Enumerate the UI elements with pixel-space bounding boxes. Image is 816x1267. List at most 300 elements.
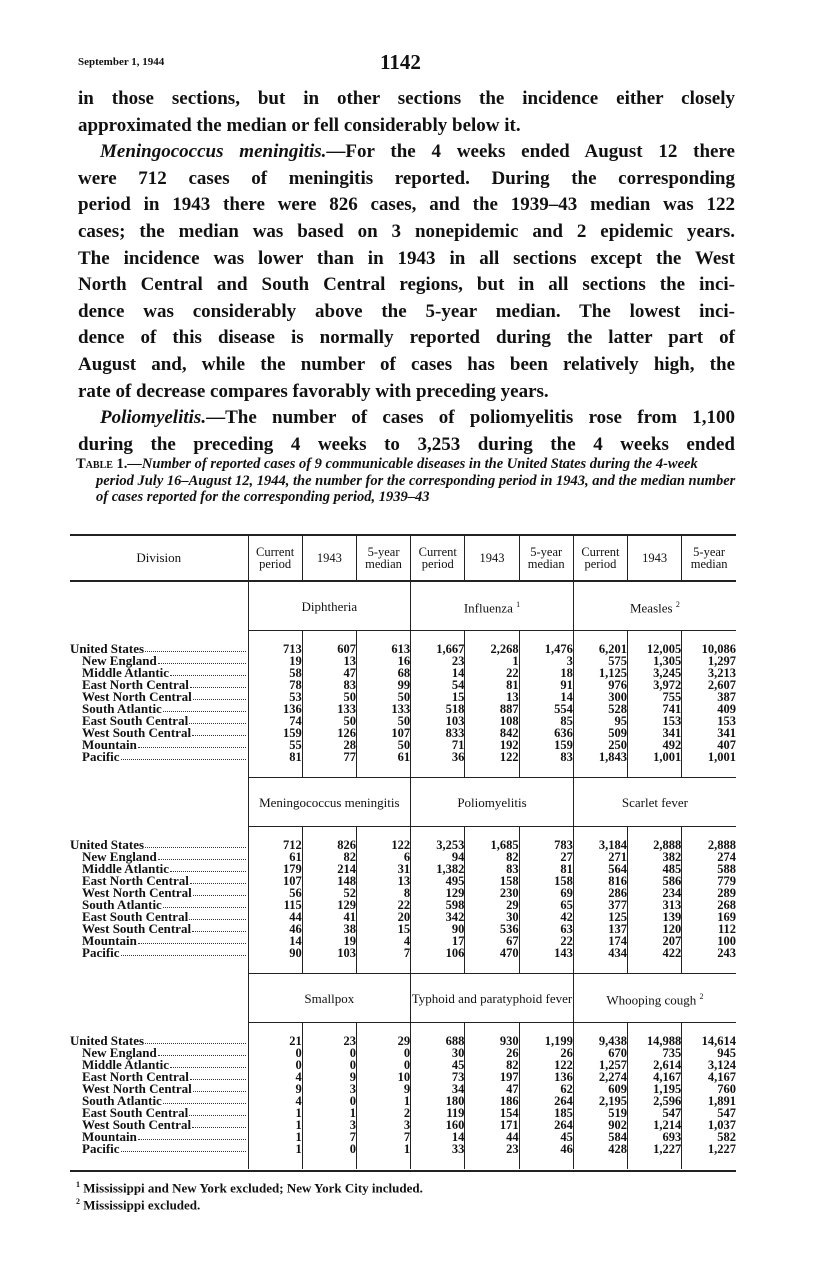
value-cell: 7: [356, 947, 410, 959]
text-line: [78, 219, 735, 246]
value-cell: 741: [628, 703, 682, 715]
value-cell: 115: [248, 899, 302, 911]
disease-label: Influenza: [463, 600, 513, 616]
value-cell: 6,201: [573, 643, 627, 655]
value-cell: 14: [411, 667, 465, 679]
blank-cell: [70, 581, 248, 631]
value-cell: 3: [302, 1119, 356, 1131]
table-caption: [76, 456, 736, 506]
value-cell: 103: [411, 715, 465, 727]
dot-leader: [193, 887, 246, 896]
text-line: [78, 166, 735, 193]
spacer-row: [70, 959, 736, 974]
dot-leader: [189, 715, 245, 724]
dot-leader: [189, 1107, 245, 1116]
value-cell: 46: [519, 1143, 573, 1155]
value-cell: 27: [519, 851, 573, 863]
division-name: West South Central: [82, 1117, 192, 1132]
value-cell: 755: [628, 691, 682, 703]
value-cell: 588: [682, 863, 736, 875]
division-name: South Atlantic: [82, 701, 162, 716]
blank-cell: [573, 763, 627, 778]
disease-name: [411, 778, 574, 827]
division-name: East South Central: [82, 1105, 189, 1120]
value-cell: 10: [356, 1071, 410, 1083]
value-cell: 186: [465, 1095, 519, 1107]
value-cell: 14,988: [628, 1035, 682, 1047]
dot-leader: [121, 751, 246, 760]
blank-cell: [465, 1155, 519, 1169]
value-cell: 1,214: [628, 1119, 682, 1131]
disease-label: Smallpox: [304, 990, 355, 1006]
text-line: [78, 139, 735, 166]
value-cell: 133: [356, 703, 410, 715]
dot-leader: [158, 851, 246, 860]
text-line: [78, 352, 735, 379]
table-row: [70, 839, 736, 851]
value-cell: 26: [465, 1047, 519, 1059]
value-cell: 99: [356, 679, 410, 691]
blank-cell: [519, 959, 573, 974]
blank-cell: [302, 1155, 356, 1169]
value-cell: 387: [682, 691, 736, 703]
value-cell: 1: [465, 655, 519, 667]
text-line: [78, 113, 735, 140]
footnote: [76, 1178, 423, 1195]
division-name: United States: [70, 1033, 145, 1048]
blank-cell: [628, 959, 682, 974]
value-cell: 0: [248, 1059, 302, 1071]
value-cell: 1: [356, 1095, 410, 1107]
value-cell: 688: [411, 1035, 465, 1047]
value-cell: 45: [411, 1059, 465, 1071]
spacer-row: [70, 1155, 736, 1169]
page-number: 1142: [380, 50, 421, 74]
line-text: rate of decrease compares favorably with preceding years.: [78, 380, 549, 402]
column-header: 1943: [465, 535, 519, 581]
value-cell: 171: [465, 1119, 519, 1131]
value-cell: 9,438: [573, 1035, 627, 1047]
value-cell: 47: [465, 1083, 519, 1095]
table-row: [70, 1047, 736, 1059]
division-name: West North Central: [82, 689, 192, 704]
disease-header-row: [70, 974, 736, 1023]
value-cell: 30: [465, 911, 519, 923]
division-name: East North Central: [82, 1069, 189, 1084]
value-cell: 136: [519, 1071, 573, 1083]
disease-label: Measles: [629, 600, 673, 616]
value-cell: 69: [519, 887, 573, 899]
value-cell: 2,268: [465, 643, 519, 655]
division-name: South Atlantic: [82, 1093, 162, 1108]
value-cell: 1,382: [411, 863, 465, 875]
value-cell: 713: [248, 643, 302, 655]
text-line: [78, 272, 735, 299]
value-cell: 50: [302, 715, 356, 727]
value-cell: 8: [356, 887, 410, 899]
value-cell: 94: [411, 851, 465, 863]
line-text: cases; the median was based on 3 nonepidemic and 2 epidemic years.: [78, 220, 735, 242]
value-cell: 56: [248, 887, 302, 899]
division-name: West North Central: [82, 885, 192, 900]
value-cell: 3,972: [628, 679, 682, 691]
value-cell: 7: [302, 1131, 356, 1143]
footnotes: [76, 1178, 423, 1213]
column-header: Current period: [248, 535, 302, 581]
value-cell: 3,124: [682, 1059, 736, 1071]
value-cell: 16: [356, 655, 410, 667]
division-label: [70, 947, 246, 959]
value-cell: 41: [302, 911, 356, 923]
value-cell: 1,305: [628, 655, 682, 667]
division-name: East North Central: [82, 873, 189, 888]
dot-leader: [170, 1059, 245, 1068]
value-cell: 842: [465, 727, 519, 739]
footnote-mark: 1: [76, 1180, 80, 1189]
value-cell: 4,167: [628, 1071, 682, 1083]
line-text: were 712 cases of meningitis reported. During the corresponding: [78, 167, 735, 189]
value-cell: 976: [573, 679, 627, 691]
table-row: [70, 923, 736, 935]
dot-leader: [138, 935, 246, 944]
column-header-row: [70, 535, 736, 581]
value-cell: 712: [248, 839, 302, 851]
value-cell: 50: [302, 691, 356, 703]
value-cell: 83: [302, 679, 356, 691]
blank-cell: [356, 763, 410, 778]
value-cell: 46: [248, 923, 302, 935]
value-cell: 564: [573, 863, 627, 875]
value-cell: 3,184: [573, 839, 627, 851]
value-cell: 33: [411, 1143, 465, 1155]
value-cell: 14: [519, 691, 573, 703]
value-cell: 19: [302, 935, 356, 947]
dot-leader: [145, 643, 245, 652]
value-cell: 1: [248, 1131, 302, 1143]
dot-leader: [170, 667, 245, 676]
value-cell: 833: [411, 727, 465, 739]
dot-leader: [163, 899, 246, 908]
value-cell: 313: [628, 899, 682, 911]
value-cell: 90: [248, 947, 302, 959]
value-cell: 598: [411, 899, 465, 911]
value-cell: 15: [411, 691, 465, 703]
blank-cell: [302, 959, 356, 974]
value-cell: 289: [682, 887, 736, 899]
dot-leader: [145, 839, 245, 848]
value-cell: 519: [573, 1107, 627, 1119]
disease-name: [411, 581, 574, 631]
value-cell: 1,001: [682, 751, 736, 763]
blank-cell: [682, 1155, 736, 1169]
value-cell: 3: [519, 655, 573, 667]
value-cell: 62: [519, 1083, 573, 1095]
value-cell: 10,086: [682, 643, 736, 655]
blank-cell: [628, 763, 682, 778]
value-cell: 207: [628, 935, 682, 947]
value-cell: 65: [519, 899, 573, 911]
table-row: [70, 1143, 736, 1155]
division-name: Pacific: [82, 749, 120, 764]
disease-label: Meningococcus meningitis: [259, 794, 400, 810]
value-cell: 1,843: [573, 751, 627, 763]
division-name: Middle Atlantic: [82, 665, 170, 680]
division-cell: [70, 751, 248, 763]
division-name: East North Central: [82, 677, 189, 692]
value-cell: 20: [356, 911, 410, 923]
column-header: Current period: [411, 535, 465, 581]
text-line: [78, 299, 735, 326]
division-cell: [70, 1143, 248, 1155]
value-cell: 3: [356, 1119, 410, 1131]
value-cell: 670: [573, 1047, 627, 1059]
value-cell: 122: [356, 839, 410, 851]
value-cell: 274: [682, 851, 736, 863]
division-header: Division: [70, 535, 248, 581]
disease-name: [411, 974, 574, 1023]
value-cell: 1,037: [682, 1119, 736, 1131]
value-cell: 0: [248, 1047, 302, 1059]
value-cell: 341: [682, 727, 736, 739]
dot-leader: [190, 875, 246, 884]
dot-leader: [138, 739, 246, 748]
value-cell: 81: [248, 751, 302, 763]
value-cell: 30: [411, 1047, 465, 1059]
dot-leader: [145, 1035, 245, 1044]
value-cell: 71: [411, 739, 465, 751]
line-text: period in 1943 there were 826 cases, and the 1939–43 median was 122: [78, 194, 735, 216]
division-name: Pacific: [82, 945, 120, 960]
value-cell: 31: [356, 863, 410, 875]
line-text: during the preceding 4 weeks to 3,253 during the 4 weeks ended: [78, 433, 735, 455]
division-name: Middle Atlantic: [82, 1057, 170, 1072]
table-row: [70, 1131, 736, 1143]
value-cell: 45: [519, 1131, 573, 1143]
dot-leader: [192, 727, 245, 736]
value-cell: 470: [465, 947, 519, 959]
value-cell: 85: [519, 715, 573, 727]
value-cell: 609: [573, 1083, 627, 1095]
value-cell: 61: [248, 851, 302, 863]
division-name: East South Central: [82, 713, 189, 728]
value-cell: 18: [519, 667, 573, 679]
blank-cell: [628, 1155, 682, 1169]
disease-name: [248, 974, 411, 1023]
value-cell: 2,274: [573, 1071, 627, 1083]
line-text: North Central and South Central regions, but in all sections the inci-: [78, 274, 735, 296]
footnote-mark: 2: [699, 991, 704, 1001]
value-cell: 81: [465, 679, 519, 691]
division-name: United States: [70, 641, 145, 656]
value-cell: 160: [411, 1119, 465, 1131]
value-cell: 586: [628, 875, 682, 887]
value-cell: 0: [302, 1143, 356, 1155]
footnote-mark: 2: [675, 599, 680, 609]
text-line: [78, 379, 735, 406]
text-line: [78, 86, 735, 113]
value-cell: 1,195: [628, 1083, 682, 1095]
value-cell: 4: [248, 1095, 302, 1107]
footnote-text: Mississippi and New York excluded; New York City included.: [83, 1180, 423, 1196]
value-cell: 77: [302, 751, 356, 763]
value-cell: 169: [682, 911, 736, 923]
line-text: —For the 4 weeks ended August 12 there: [326, 141, 735, 163]
value-cell: 81: [519, 863, 573, 875]
value-cell: 108: [465, 715, 519, 727]
value-cell: 13: [465, 691, 519, 703]
text-line: [78, 405, 735, 432]
value-cell: 341: [628, 727, 682, 739]
dot-leader: [192, 923, 245, 932]
value-cell: 133: [302, 703, 356, 715]
value-cell: 584: [573, 1131, 627, 1143]
blank-cell: [302, 763, 356, 778]
value-cell: 112: [682, 923, 736, 935]
table-row: [70, 935, 736, 947]
blank-cell: [70, 959, 248, 974]
value-cell: 100: [682, 935, 736, 947]
value-cell: 1,297: [682, 655, 736, 667]
blank-cell: [411, 763, 465, 778]
value-cell: 264: [519, 1095, 573, 1107]
value-cell: 230: [465, 887, 519, 899]
value-cell: 3,253: [411, 839, 465, 851]
dot-leader: [158, 655, 246, 664]
value-cell: 286: [573, 887, 627, 899]
value-cell: 106: [411, 947, 465, 959]
value-cell: 54: [411, 679, 465, 691]
division-name: Middle Atlantic: [82, 861, 170, 876]
disease-name: [248, 778, 411, 827]
division-label: [70, 751, 246, 763]
blank-cell: [70, 778, 248, 827]
disease-header-row: [70, 778, 736, 827]
value-cell: 129: [302, 899, 356, 911]
value-cell: 19: [248, 655, 302, 667]
column-header: Current period: [573, 535, 627, 581]
value-cell: 214: [302, 863, 356, 875]
value-cell: 816: [573, 875, 627, 887]
value-cell: 23: [302, 1035, 356, 1047]
value-cell: 1: [248, 1143, 302, 1155]
value-cell: 0: [302, 1095, 356, 1107]
value-cell: 0: [302, 1047, 356, 1059]
value-cell: 693: [628, 1131, 682, 1143]
value-cell: 1,001: [628, 751, 682, 763]
dot-leader: [121, 947, 246, 956]
value-cell: 125: [573, 911, 627, 923]
dot-leader: [163, 703, 246, 712]
footnote-mark: 2: [76, 1197, 80, 1207]
value-cell: 3,213: [682, 667, 736, 679]
value-cell: 50: [356, 739, 410, 751]
value-cell: 422: [628, 947, 682, 959]
blank-cell: [411, 1155, 465, 1169]
value-cell: 636: [519, 727, 573, 739]
value-cell: 9: [356, 1083, 410, 1095]
dot-leader: [170, 863, 245, 872]
value-cell: 1,891: [682, 1095, 736, 1107]
value-cell: 268: [682, 899, 736, 911]
column-header: 1943: [302, 535, 356, 581]
value-cell: 158: [519, 875, 573, 887]
line-text: approximated the median or fell considerably below it.: [78, 114, 521, 136]
value-cell: 582: [682, 1131, 736, 1143]
value-cell: 9: [302, 1071, 356, 1083]
disease-label: Scarlet fever: [621, 794, 688, 810]
value-cell: 122: [519, 1059, 573, 1071]
value-cell: 779: [682, 875, 736, 887]
value-cell: 234: [628, 887, 682, 899]
value-cell: 22: [465, 667, 519, 679]
value-cell: 9: [248, 1083, 302, 1095]
value-cell: 53: [248, 691, 302, 703]
caption-label: Table 1.: [76, 456, 128, 472]
value-cell: 74: [248, 715, 302, 727]
value-cell: 67: [465, 935, 519, 947]
value-cell: 7: [356, 1131, 410, 1143]
value-cell: 179: [248, 863, 302, 875]
value-cell: 122: [465, 751, 519, 763]
value-cell: 3: [302, 1083, 356, 1095]
division-name: Mountain: [82, 933, 137, 948]
spacer-row: [70, 763, 736, 778]
value-cell: 547: [628, 1107, 682, 1119]
blank-cell: [70, 974, 248, 1023]
value-cell: 554: [519, 703, 573, 715]
table-row: [70, 751, 736, 763]
division-name: Pacific: [82, 1141, 120, 1156]
value-cell: 902: [573, 1119, 627, 1131]
value-cell: 407: [682, 739, 736, 751]
value-cell: 29: [465, 899, 519, 911]
dot-leader: [190, 1071, 246, 1080]
value-cell: 3,245: [628, 667, 682, 679]
value-cell: 2,614: [628, 1059, 682, 1071]
value-cell: 107: [356, 727, 410, 739]
value-cell: 82: [302, 851, 356, 863]
value-cell: 90: [411, 923, 465, 935]
value-cell: 52: [302, 887, 356, 899]
text-line: [78, 432, 735, 459]
column-header: 5-year median: [519, 535, 573, 581]
value-cell: 2,195: [573, 1095, 627, 1107]
division-name: West North Central: [82, 1081, 192, 1096]
disease-name: [573, 778, 736, 827]
value-cell: 6: [356, 851, 410, 863]
division-name: New England: [82, 653, 157, 668]
value-cell: 434: [573, 947, 627, 959]
division-name: West South Central: [82, 725, 192, 740]
division-name: East South Central: [82, 909, 189, 924]
paragraph-lead: Poliomyelitis.: [100, 407, 207, 429]
value-cell: 14: [248, 935, 302, 947]
value-cell: 185: [519, 1107, 573, 1119]
value-cell: 2,888: [628, 839, 682, 851]
value-cell: 250: [573, 739, 627, 751]
blank-cell: [248, 1155, 302, 1169]
footnote-text: Mississippi excluded.: [83, 1197, 201, 1213]
value-cell: 575: [573, 655, 627, 667]
value-cell: 38: [302, 923, 356, 935]
value-cell: 47: [302, 667, 356, 679]
value-cell: 73: [411, 1071, 465, 1083]
value-cell: 243: [682, 947, 736, 959]
line-text: dence of this disease is normally reported during the latter part of: [78, 327, 735, 349]
value-cell: 126: [302, 727, 356, 739]
blank-cell: [573, 959, 627, 974]
value-cell: 1,257: [573, 1059, 627, 1071]
